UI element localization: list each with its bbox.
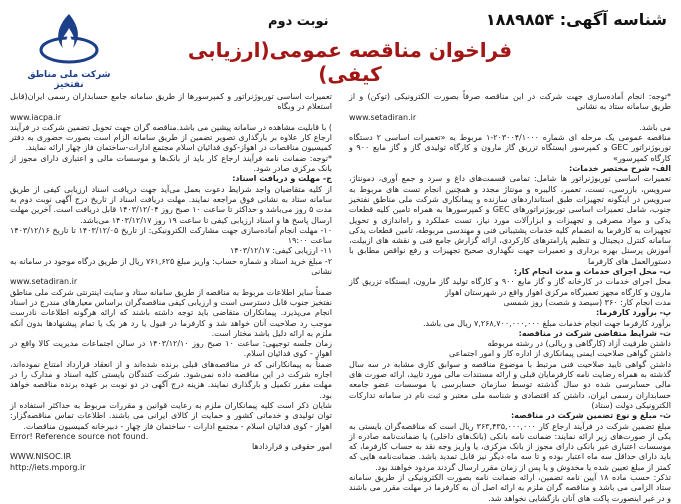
section-heading: ب- محل اجرای خدمات و مدت انجام کار: [513, 267, 671, 277]
paragraph: ضمناً به پیمانکارانی که در مناقصه‌های قبلی برنده شده‌اند و از انعقاد قرارداد امتناع نموده‌اند، اجازه شرکت در این مناقصه داده نمی‌شود. شرکت کنندگان بایستی کلیه اسناد و مدارک را در مهلت مقرر تکمیل و بارگذاری نمایند. هزینه درج آگهی در دو نوبت بر عهده برنده مناقصه خواهد بود. [10, 359, 332, 400]
paragraph: از کلیه متقاضیان واجد شرایط دعوت بعمل می‌آید جهت دریافت اسناد ارزیابی کیفی از طریق سامانه ستاد به نشانی فوق مراجعه نمایند. مهلت دریافت اسناد از تاریخ درج آگهی نوبت دوم به مدت ۵ روز می‌باشد و حداکثر تا ساعت ۱۰ صبح روز ۱۴۰۳/۱۲/۰۴ قابل دریافت است. آخرین مهلت ارسال پاسخ ها و اسناد ارزیابی کیفی تا ساعت ۱۹ روز ۱۴۰۳/۱۲/۱۷ می‌باشد. [10, 184, 333, 225]
round-label: نوبت دوم [268, 14, 329, 29]
flame-logo-icon [37, 10, 101, 68]
paragraph: ۲- مبلغ خرید اسناد و شماره حساب: واریز مبلغ ۷۶۱,۶۲۵ ریال از طریق درگاه موجود در سامانه به نشانی [10, 256, 332, 277]
paragraph: ۱۰- مهلت انجام آماده‌سازی جهت مشارکت الکترونیکی: از تاریخ ۱۴۰۳/۱۲/۰۵ تا تاریخ ۱۴۰۳/۱۲/۱۶ ساعت ۱۹:۰۰ [10, 225, 332, 246]
paragraph: می باشد. [639, 122, 671, 132]
paragraph: داشتن ظرفیت آزاد (کارگاهی و ریالی) در رشته مربوطه [487, 339, 671, 349]
company-name: شرکت ملی مناطق نفتخیز [27, 70, 111, 90]
left-column [10, 92, 332, 480]
paragraph: زمان جلسه توجیهی: ساعت ۱۰ صبح روز ۱۴۰۳/۱۲/۱۰ در سالن اجتماعات مدیریت کالا واقع در اهواز - کوی فدائیان اسلام. [10, 339, 333, 359]
paragraph: تعمیرات اساسی توربوژنراتور ها شامل: تمامی قسمت‌های داغ و سرد و جمع آوری، دمونتاژ، سرویس، بازرسی، تست، تعمیر، کالیبره و مونتاژ مجدد و همچنین انجام تست های مربوط به سرویس در اینگونه تجهیزات طبق استانداردهای سازنده و پیمانکاری شرکت ملی مناطق نفتخیز جنوب، شامل تعمیرات اساسی توربوژنراتورهای GEC و کمپرسورها به همراه تامین کلیه قطعات یدکی و مواد مصرفی و تجهیزات و ابزارآلات مورد نیاز، تست عملکرد و راه‌اندازی و تحویل تجهیزات به کارفرما به انضمام کلیه خدمات پشتیبانی فنی و مهندسی مربوطه، تامین قطعات یدکی سامانه کنترل دیجیتال و تنظیم پارامترهای کارکردی، ارائه گزارش جامع فنی و نقشه های ازبیلت، آموزش پرسنل بهره برداری و تعمیرات جهت نگهداری صحیح تجهیزات و رفع نواقص مطابق با دستورالعمل های کارفرما [349, 174, 672, 266]
right-column [349, 92, 672, 503]
section-heading: پ- برآورد کارفرما: [596, 308, 671, 318]
page-title: فراخوان مناقصه عمومی(ارزیابی کیفی) [187, 38, 513, 86]
paragraph: داشتن گواهی صلاحیت ایمنی پیمانکاری از اداره کار و امور اجتماعی [448, 349, 671, 359]
section-heading: ج- مهلت و دریافت اسناد: [232, 174, 332, 184]
iacpa-link[interactable]: www.iacpa.ir [10, 112, 61, 122]
ad-id: شناسه آگهی: ۱۸۸۹۸۵۴ [485, 10, 667, 29]
paragraph: ضمناً سایر اطلاعات مربوط به مناقصه از طریق سامانه ستاد و سایت اینترنتی شرکت ملی مناطق نفتخیز جنوب قابل دسترسی است و ارزیابی کیفی مناقصه‌گران براساس معیارهای مندرج در اسناد انجام می‌پذیرد. پیمانکاران متقاضی باید توجه داشته باشند که ارائه هرگونه اطلاعات نادرست موجب رد صلاحیت آنان خواهد شد و کارفرما در قبول یا رد هر یک یا تمام پیشنهادها بدون آنکه ملزم به ارائه دلیل باشد مختار است. [10, 287, 332, 338]
setad-link[interactable]: www.setadiran.ir [10, 277, 78, 287]
section-heading: ت- شرایط متقاضی شرکت در مناقصه: [518, 328, 671, 338]
paragraph: تعمیرات اساسی توربوژنراتور و کمپرسورها از طریق سامانه جامع حسابداران رسمی ایران(قابل استعلام در وبگاه [10, 92, 332, 112]
paragraph: داشتن گواهی تایید صلاحیت فنی مرتبط با موضوع مناقصه و سوابق کاری مشابه در سه سال گذشته به همراه رضایت نامه کارفرمایان قبلی و ارائه مستندات مالی مورد تایید، ارائه صورت های مالی حسابرسی شده دو سال گذشته توسط سازمان حسابرسی یا موسسات عضو جامعه حسابداران رسمی ایران، داشتن کد اقتصادی و شناسه ملی معتبر و ثبت نام در سامانه تدارکات الکترونیکی دولت (ستاد) [349, 359, 671, 410]
section-heading: الف- شرح مختصر خدمات: [569, 164, 671, 174]
iets-link[interactable]: http://iets.mporg.ir [10, 462, 86, 472]
paragraph: مناقصه عمومی یک مرحله ای شماره ۲۰۳۰۰۴/۱۰۰۰-۱ مربوط به «تعمیرات اساسی ۲ دستگاه توربوژنراتور GEC و کمپرسور ایستگاه تزریق گاز مارون و کارگاه تولیدی گاز و گاز مایع ۹۰۰ و کارگاه کمپرسور» [349, 133, 672, 163]
department-name: امور حقوقی و قراردادها [252, 442, 332, 452]
paragraph: برآورد کارفرما جهت انجام خدمات مبلغ ۷,۲۶۸,۷۰۰,۰۰۰,۰۰۰ ریال می باشد. [422, 318, 671, 328]
paragraph: ۱۱- ارزیابی کیفی: ۱۴۰۳/۱۲/۱۷ [229, 246, 332, 256]
paragraph: ) با قابلیت مشاهده در سامانه پیشین می باشد.مناقصه گران جهت تحویل تضمین شرکت در فرآیند ارجاع کار علاوه بر بارگذاری تصویر تضمین از طریق سامانه الزام است بصورت حضوری به دفتر کمیسیون مناقصات در اهواز-کوی فدائیان اسلام مجتمع ادارات-ساختمان فاز چهار ارائه نمایند. [10, 122, 332, 153]
nisoc-link[interactable]: WWW.NISOC.IR [10, 452, 72, 462]
company-logo [14, 10, 124, 88]
section-heading: ث- مبلغ و نوع تضمین شرکت در مناقصه: [510, 411, 671, 421]
paragraph: تذکر: حسب ماده ۱۸ آیین نامه تضمین، ارائه ضمانت نامه بصورت الکترونیکی از طریق سامانه ستاد الزامی می باشد و مناقصه گران ملزم به ارائه اصل آن به کارفرما در مهلت مقرر می باشند و در غیر اینصورت پاکت های آنان بازگشایی نخواهد شد. [349, 472, 671, 503]
error-reference: Error! Reference source not found. [10, 431, 149, 441]
page-header [0, 6, 681, 92]
setad-link[interactable]: www.setadiran.ir [349, 112, 417, 122]
paragraph: محل اجرای خدمات در کارخانه گاز و گاز مایع ۹۰۰ و کارگاه تولید گاز مارون، ایستگاه تزریق گاز مارون و کارگاه مجهز تعمیرگاه مرکزی اهواز واقع در شهرستان اهواز [349, 277, 671, 297]
paragraph: *توجه: انجام آماده‌سازی جهت شرکت در این مناقصه صرفاً بصورت الکترونیکی (توکن) و از طریق سامانه ستاد به نشانی [349, 92, 671, 112]
paragraph: *توجه: ضمانت نامه فرآیند ارجاع کار باید از بانک‌ها و موسسات مالی و اعتباری دارای مجوز از بانک مرکزی صادر شود. [10, 153, 332, 174]
paragraph: مبلغ تضمین شرکت در فرآیند ارجاع کار ۳۶۳,۴۳۵,۰۰۰,۰۰۰ ریال است که مناقصه‌گران بایستی به یکی از صورت‌های زیر ارائه نمایند: ضمانت نامه بانکی (بانک‌های داخلی) یا ضمانت‌نامه صادره از موسسات اعتباری غیر بانکی دارای مجوز از بانک مرکزی، یا واریز وجه نقد به حساب کارفرما، که باید دارای حداقل سه ماه اعتبار بوده و تا سه ماه دیگر نیز قابل تمدید باشد. ضمانت‌نامه هایی که کمتر از مبلغ تعیین شده یا مخدوش و یا پس از زمان مقرر ارسال گردند مردود خواهند بود. [349, 421, 672, 472]
paragraph: شایان ذکر است کلیه پیمانکاران ملزم به رعایت قوانین و مقررات مربوط به حداکثر استفاده از توان تولیدی و خدماتی کشور و حمایت از کالای ایرانی می باشند. اطلاعات تماس مناقصه‌گزار: اهواز - کوی فدائیان اسلام - مجتمع ادارات - ساختمان فاز چهار - دبیرخانه کمیسیون مناقصات. [10, 400, 332, 431]
paragraph: مدت انجام کار: ۳۶۰ (سیصد و شصت) روز شمسی [503, 297, 671, 307]
